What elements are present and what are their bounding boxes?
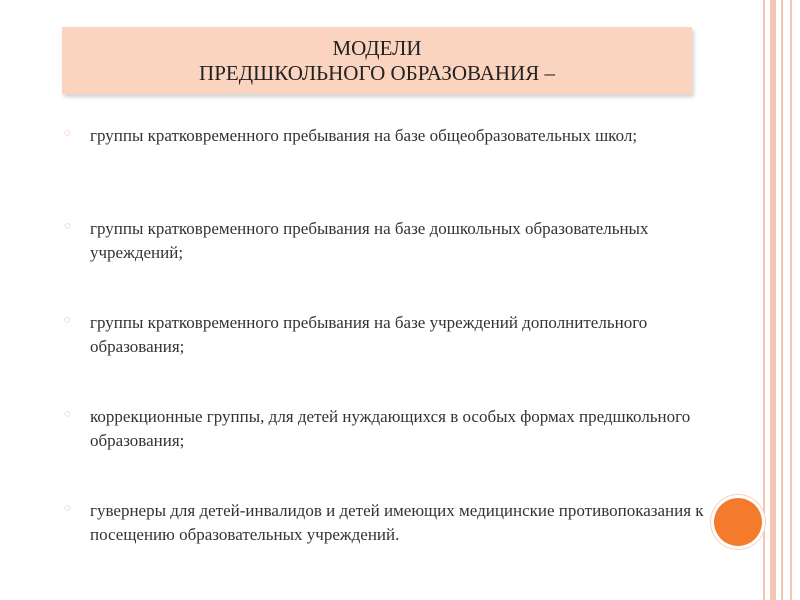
circle-bullet-icon: ◌ (64, 220, 71, 232)
list-item-text: группы кратковременного пребывания на базе общеобразовательных школ; (90, 126, 638, 145)
list-item (64, 499, 704, 547)
list-item (64, 311, 704, 359)
circle-bullet-icon: ◌ (64, 502, 71, 514)
list-item (64, 405, 704, 453)
decorative-stripe (790, 0, 792, 600)
slide-title (62, 27, 692, 94)
decorative-stripe (763, 0, 765, 600)
decorative-circle (714, 498, 762, 546)
decorative-stripe (781, 0, 783, 600)
list-item (64, 124, 704, 148)
list-item (64, 217, 704, 265)
list-item-text: группы кратковременного пребывания на базе учреждений дополнительного образования; (90, 313, 648, 356)
decorative-stripe (770, 0, 776, 600)
title-line-1: МОДЕЛИ (332, 35, 422, 60)
list-item-text: коррекционные группы, для детей нуждающихся в особых формах предшкольного образования; (90, 407, 691, 450)
circle-bullet-icon: ◌ (64, 314, 71, 326)
list-item-text: группы кратковременного пребывания на базе дошкольных образовательных учреждений; (90, 219, 649, 262)
title-line-2: ПРЕДШКОЛЬНОГО ОБРАЗОВАНИЯ – (199, 60, 555, 85)
circle-bullet-icon: ◌ (64, 127, 71, 139)
list-item-text: гувернеры для детей-инвалидов и детей имеющих медицинские противопоказания к посещению образовательных учреждений. (90, 501, 704, 544)
circle-bullet-icon: ◌ (64, 408, 71, 420)
